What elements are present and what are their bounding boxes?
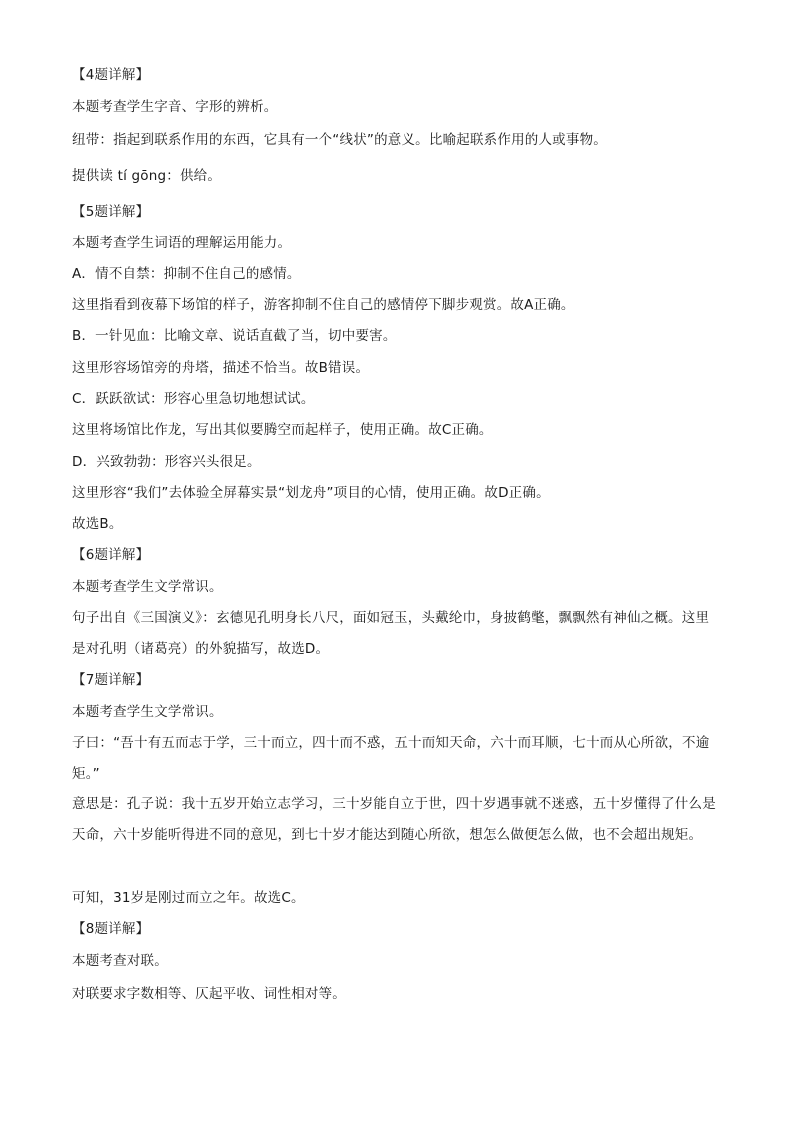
paragraph: 意思是：孔子说：我十五岁开始立志学习，三十岁能自立于世，四十岁遇事就不迷惑，五十岁懂得了什么是天命，六十岁能听得进不同的意见，到七十岁才能达到随心所欲，想怎么做便怎么做，也不会超出规矩。 — [72, 796, 716, 843]
paragraph: 句子出自《三国演义》：玄德见孔明身长八尺，面如冠玉，头戴纶巾，身披鹤氅，飘飘然有神仙之概。这里是对孔明（诸葛亮）的外貌描写，故选D。 — [72, 610, 710, 657]
paragraph: 本题考查学生文学常识。 — [72, 579, 223, 595]
answer: 故选B。 — [72, 516, 123, 532]
section-heading-q7: 【7题详解】 — [72, 672, 150, 688]
paragraph: 可知，31岁是刚过而立之年。故选C。 — [72, 890, 305, 906]
paragraph: 这里将场馆比作龙，写出其似要腾空而起样子，使用正确。故C正确。 — [72, 422, 493, 438]
paragraph: 本题考查学生字音、字形的辨析。 — [72, 99, 278, 115]
paragraph: 本题考查学生词语的理解运用能力。 — [72, 235, 292, 251]
paragraph: 提供读 tí gōng：供给。 — [72, 168, 222, 184]
option-b: B．一针见血：比喻文章、说话直截了当，切中要害。 — [72, 328, 397, 344]
section-heading-q8: 【8题详解】 — [72, 921, 150, 937]
paragraph: 这里形容场馆旁的舟塔，描述不恰当。故B错误。 — [72, 360, 370, 376]
section-heading-q6: 【6题详解】 — [72, 547, 150, 563]
option-a: A．情不自禁：抑制不住自己的感情。 — [72, 266, 301, 282]
option-d: D．兴致勃勃：形容兴头很足。 — [72, 454, 261, 470]
paragraph: 这里形容“我们”去体验全屏幕实景“划龙舟”项目的心情，使用正确。故D正确。 — [72, 485, 550, 501]
paragraph: 本题考查对联。 — [72, 953, 168, 969]
paragraph: 对联要求字数相等、仄起平收、词性相对等。 — [72, 986, 346, 1002]
option-c: C．跃跃欲试：形容心里急切地想试试。 — [72, 391, 315, 407]
paragraph: 子曰：“吾十有五而志于学，三十而立，四十而不惑，五十而知天命，六十而耳顺，七十而从心所欲，不逾矩。” — [72, 735, 710, 782]
section-heading-q4: 【4题详解】 — [72, 67, 150, 83]
paragraph: 本题考查学生文学常识。 — [72, 704, 223, 720]
section-heading-q5: 【5题详解】 — [72, 204, 150, 220]
paragraph: 这里指看到夜幕下场馆的样子，游客抑制不住自己的感情停下脚步观赏。故A正确。 — [72, 297, 575, 313]
paragraph: 纽带：指起到联系作用的东西，它具有一个“线状”的意义。比喻起联系作用的人或事物。 — [72, 132, 607, 148]
